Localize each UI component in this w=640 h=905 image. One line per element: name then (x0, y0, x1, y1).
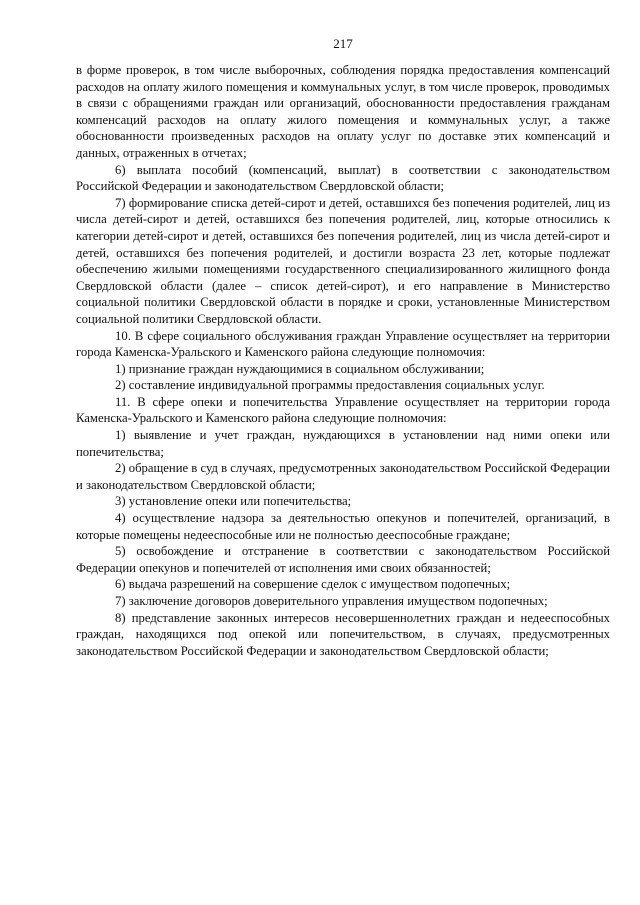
paragraph: 6) выплата пособий (компенсаций, выплат) в соответствии с законодательством Российской Федерации и законодательством Свердловской области; (76, 162, 610, 194)
paragraph: 1) выявление и учет граждан, нуждающихся в установлении над ними опеки или попечительства; (76, 428, 610, 459)
page-number: 217 (333, 36, 353, 51)
paragraph: 2) составление индивидуальной программы предоставления социальных услуг. (115, 378, 545, 393)
paragraph: 6) выдача разрешений на совершение сделок с имуществом подопечных; (115, 577, 511, 592)
paragraph: 10. В сфере социального обслуживания граждан Управление осуществляет на территории города Каменска-Уральского и Каменского района следующие полномочия: (76, 328, 610, 360)
paragraph: 7) формирование списка детей-сирот и детей, оставшихся без попечения родителей, лиц из числа детей-сирот и детей, оставшихся без попечения родителей, лиц, которые относились к категории детей-сирот и детей, оставшихся без попечения родителей, лиц из числа детей-сирот и детей, оставшихся без попечения родителей, и достигли возраста 23 лет, которые подлежат обеспечению жилыми помещениями государственного специализированного жилищного фонда Свердловской области (далее – список детей-сирот), и его направление в Министерство социальной политики Свердловской области в порядке и сроки, установленные Министерством социальной политики Свердловской области. (76, 195, 610, 326)
paragraph: 4) осуществление надзора за деятельностью опекунов и попечителей, организаций, в которые помещены недееспособные или не полностью дееспособные граждане; (76, 511, 610, 542)
paragraph: в форме проверок, в том числе выборочных, соблюдения порядка предоставления компенсаций расходов на оплату жилого помещения и коммунальных услуг, в том числе проверок, проводимых в связи с обращениями граждан или организаций, обоснованности предоставления гражданам компенсаций расходов на оплату жилого помещения и коммунальных услуг, а также обоснованности произведенных расходов на оплату услуг по доставке этих компенсаций и данных, отраженных в отчетах; (76, 63, 610, 160)
paragraph: 11. В сфере опеки и попечительства Управление осуществляет на территории города Каменска-Уральского и Каменского района следующие полномочия: (76, 394, 610, 426)
paragraph: 7) заключение договоров доверительного управления имуществом подопечных; (115, 594, 548, 608)
paragraph: 2) обращение в суд в случаях, предусмотренных законодательством Российской Федерации и законодательством Свердловской области; (76, 461, 610, 492)
paragraph: 8) представление законных интересов несовершеннолетних граждан и недееспособных граждан, находящихся под опекой или попечительством, в случаях, предусмотренных законодательством Российской Федерации и законодательством Свердловской области; (76, 610, 610, 658)
paragraph: 5) освобождение и отстранение в соответствии с законодательством Российской Федерации опекунов и попечителей от исполнения ими своих обязанностей; (76, 544, 610, 575)
paragraph: 3) установление опеки или попечительства; (115, 494, 352, 509)
document-body (76, 62, 610, 659)
paragraph: 1) признание граждан нуждающимися в социальном обслуживании; (115, 361, 485, 376)
